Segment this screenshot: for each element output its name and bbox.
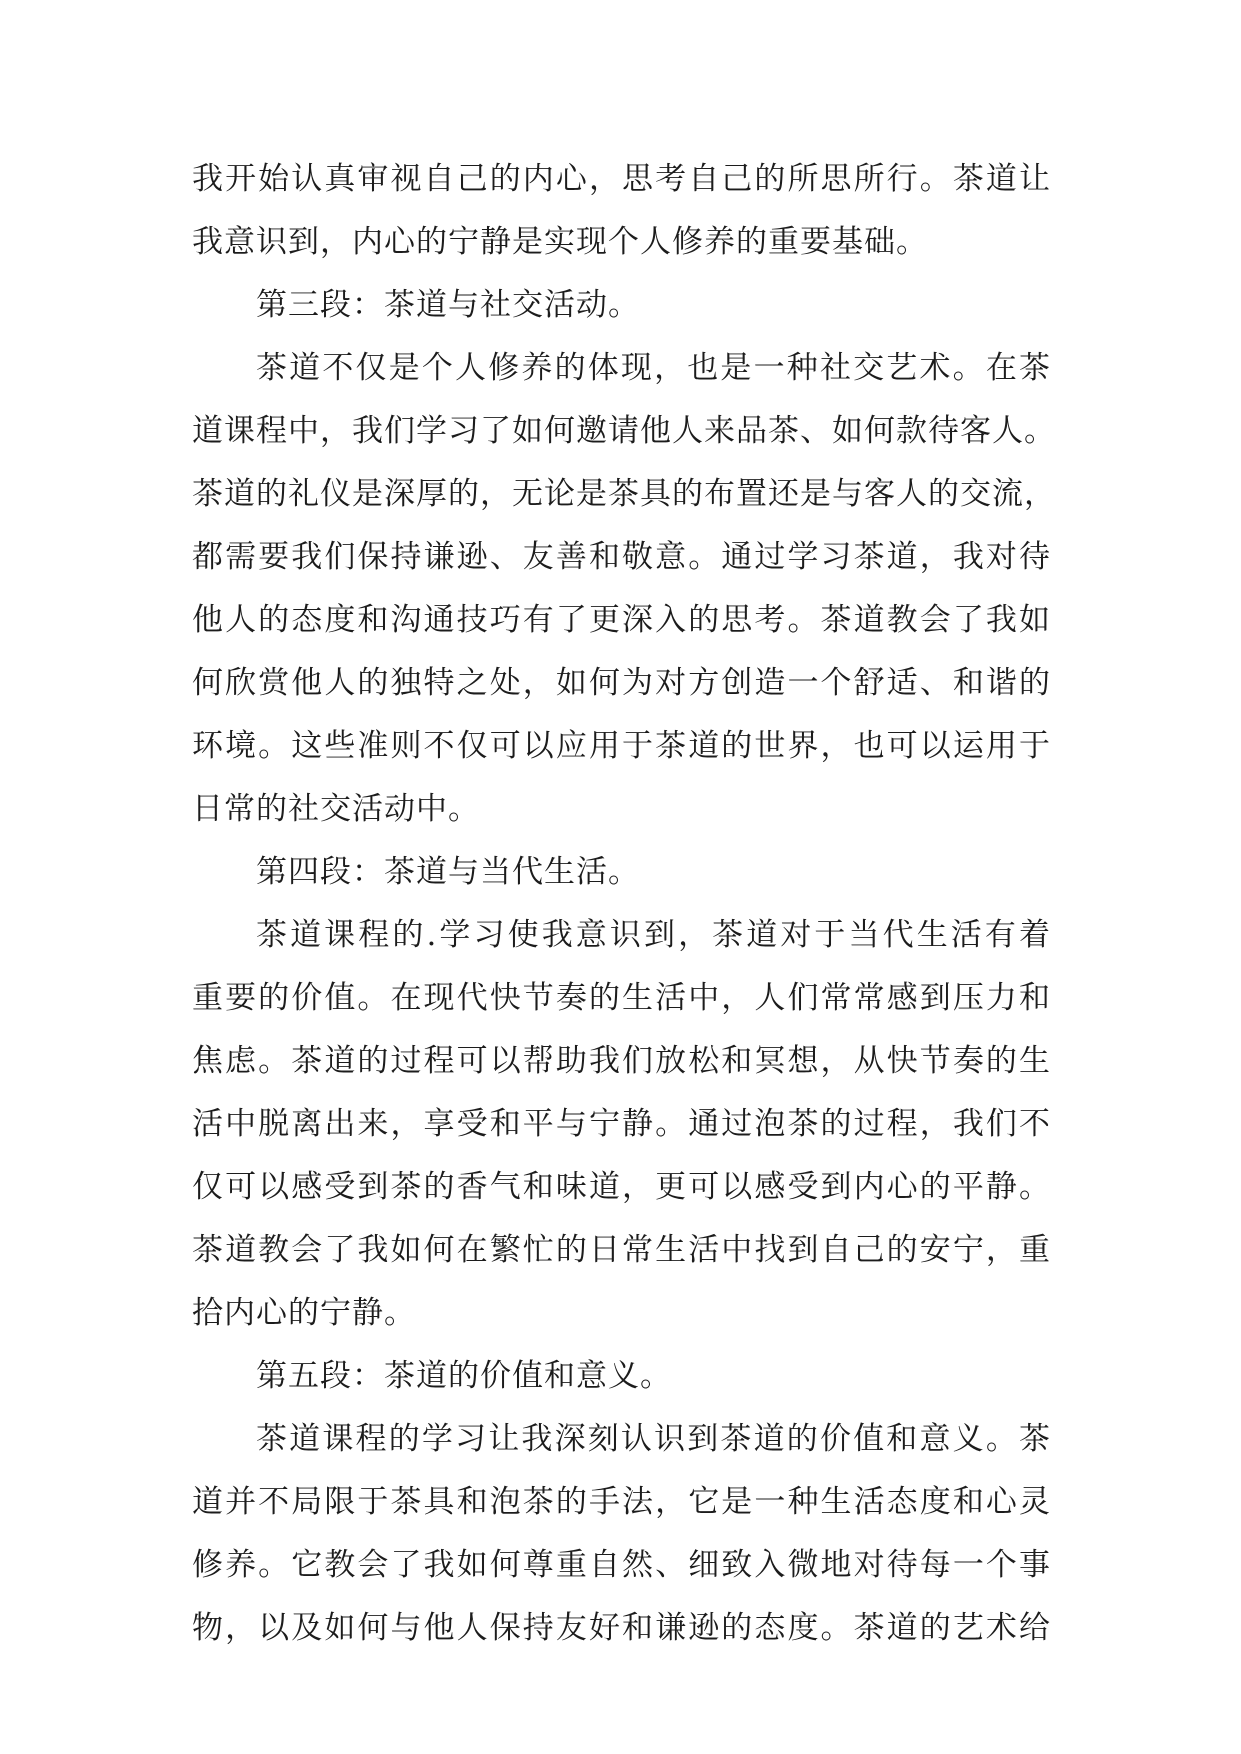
text-line: 都需要我们保持谦逊、友善和敬意。通过学习茶道，我对待 (192, 539, 1051, 575)
text-line: 茶道教会了我如何在繁忙的日常生活中找到自己的安宁，重 (192, 1232, 1051, 1268)
section-heading: 第四段：茶道与当代生活。 (256, 854, 640, 890)
section-heading: 第三段：茶道与社交活动。 (256, 287, 640, 323)
text-line: 活中脱离出来，享受和平与宁静。通过泡茶的过程，我们不 (192, 1106, 1051, 1142)
text-line: 道并不局限于茶具和泡茶的手法，它是一种生活态度和心灵 (192, 1484, 1051, 1520)
text-line: 何欣赏他人的独特之处，如何为对方创造一个舒适、和谐的 (192, 665, 1051, 701)
text-line: 茶道课程的.学习使我意识到，茶道对于当代生活有着 (256, 917, 1051, 953)
text-line: 道课程中，我们学习了如何邀请他人来品茶、如何款待客人。 (192, 413, 1056, 449)
text-line: 物，以及如何与他人保持友好和谦逊的态度。茶道的艺术给 (192, 1610, 1051, 1646)
text-line: 焦虑。茶道的过程可以帮助我们放松和冥想，从快节奏的生 (192, 1043, 1051, 1079)
text-line: 我开始认真审视自己的内心，思考自己的所思所行。茶道让 (192, 161, 1051, 197)
text-line: 日常的社交活动中。 (192, 791, 480, 827)
text-line: 茶道不仅是个人修养的体现，也是一种社交艺术。在茶 (256, 350, 1051, 386)
text-line: 环境。这些准则不仅可以应用于茶道的世界，也可以运用于 (192, 728, 1051, 764)
text-line: 拾内心的宁静。 (192, 1295, 416, 1331)
text-line: 仅可以感受到茶的香气和味道，更可以感受到内心的平静。 (192, 1169, 1051, 1205)
text-line: 茶道的礼仪是深厚的，无论是茶具的布置还是与客人的交流， (192, 476, 1056, 512)
text-line: 重要的价值。在现代快节奏的生活中，人们常常感到压力和 (192, 980, 1051, 1016)
text-line: 修养。它教会了我如何尊重自然、细致入微地对待每一个事 (192, 1547, 1051, 1583)
section-heading: 第五段：茶道的价值和意义。 (256, 1358, 672, 1394)
text-line: 我意识到，内心的宁静是实现个人修养的重要基础。 (192, 224, 928, 260)
text-line: 茶道课程的学习让我深刻认识到茶道的价值和意义。茶 (256, 1421, 1051, 1457)
text-line: 他人的态度和沟通技巧有了更深入的思考。茶道教会了我如 (192, 602, 1051, 638)
